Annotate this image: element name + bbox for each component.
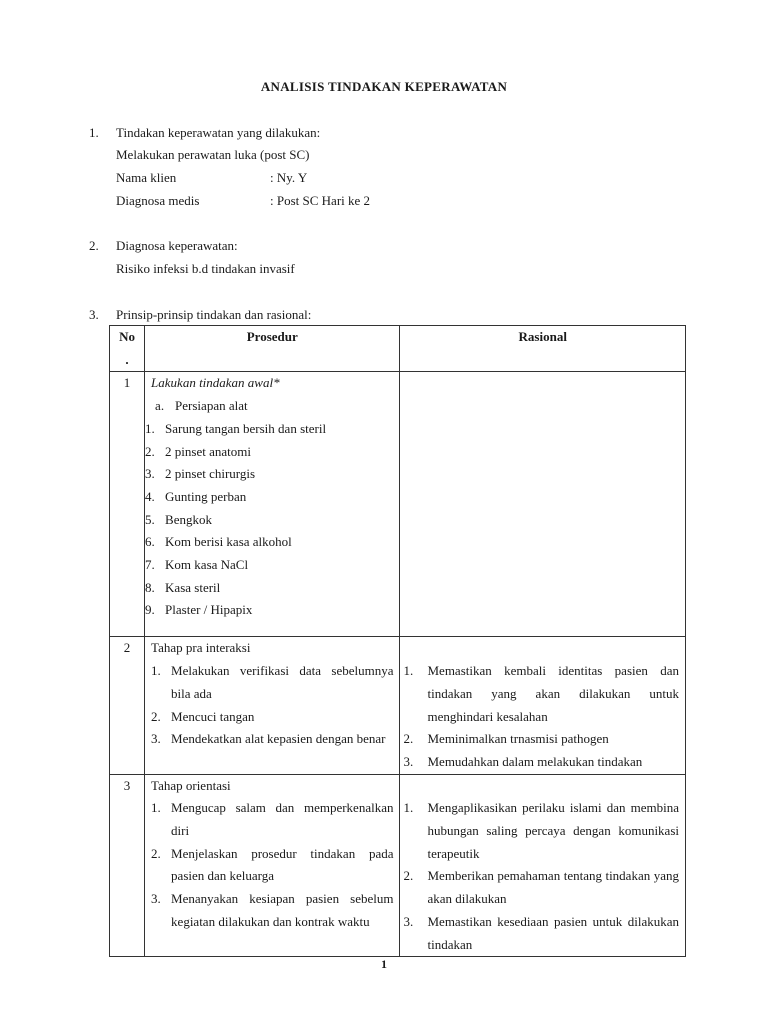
row-2-title: Tahap pra interaksi <box>151 640 251 656</box>
header-rasional: Rasional <box>400 326 686 372</box>
procedure-table <box>109 325 686 957</box>
row-3-title: Tahap orientasi <box>151 777 231 793</box>
row-1-subtitle: a. Persiapan alat <box>155 398 248 414</box>
header-no: No . <box>110 326 145 372</box>
row-2-rasional-list <box>400 660 685 774</box>
table-row <box>110 637 686 774</box>
field-label-nama-klien: Nama klien <box>116 170 177 185</box>
list-item: 3. Mendekatkan alat kepasien dengan benar <box>151 731 386 747</box>
document-title: ANALISIS TINDAKAN KEPERAWATAN <box>260 79 508 94</box>
header-prosedur: Prosedur <box>145 326 400 372</box>
list-item: 7. Kom kasa NaCl <box>145 557 249 573</box>
list-item: 3. Memudahkan dalam melakukan tindakan <box>403 753 643 769</box>
row-2-rasional <box>400 637 686 774</box>
row-3-number: 3 <box>110 774 145 957</box>
section-3-heading: Prinsip-prinsip tindakan dan rasional: <box>116 307 312 322</box>
section-1-line: Melakukan perawatan luka (post SC) <box>116 147 310 162</box>
list-item: 1. Mengaplikasikan perilaku islami dan membina hubungan saling percaya dengan komunikasi terapeutik <box>403 800 679 861</box>
row-1-item-list <box>145 418 399 622</box>
section-1-number: 1. <box>89 125 99 140</box>
list-item: 2. Meminimalkan trnasmisi pathogen <box>403 731 609 747</box>
section-2-number: 2. <box>89 238 99 253</box>
list-item: 2. 2 pinset anatomi <box>145 443 251 459</box>
section-2-line: Risiko infeksi b.d tindakan invasif <box>116 261 295 276</box>
table-row <box>110 774 686 957</box>
list-item: 2. Mencuci tangan <box>151 708 255 724</box>
list-item: 3. 2 pinset chirurgis <box>145 466 256 482</box>
section-1-heading: Tindakan keperawatan yang dilakukan: <box>116 125 321 140</box>
row-3-prosedur-list <box>145 797 399 933</box>
table-header-row <box>110 326 686 372</box>
list-item: 8. Kasa steril <box>145 579 221 595</box>
row-1-prosedur <box>145 372 400 637</box>
field-value-diagnosa-medis: : Post SC Hari ke 2 <box>270 193 371 208</box>
row-3-prosedur <box>145 774 400 957</box>
row-1-number: 1 <box>110 372 145 637</box>
field-label-diagnosa-medis: Diagnosa medis <box>116 193 200 208</box>
row-2-number: 2 <box>110 637 145 774</box>
list-item: 4. Gunting perban <box>145 488 247 504</box>
row-2-prosedur <box>145 637 400 774</box>
row-3-rasional <box>400 774 686 957</box>
page-number: 1 <box>381 957 387 971</box>
section-2-heading: Diagnosa keperawatan: <box>116 238 238 253</box>
field-value-nama-klien: : Ny. Y <box>270 170 308 185</box>
list-item: 6. Kom berisi kasa alkohol <box>145 534 292 550</box>
list-item: 1. Memastikan kembali identitas pasien dan tindakan yang akan dilakukan untuk menghindari kesalahan <box>403 663 679 724</box>
list-item: 2. Menjelaskan prosedur tindakan pada pasien dan keluarga <box>151 845 394 884</box>
row-2-prosedur-list <box>145 660 399 751</box>
table-row <box>110 372 686 637</box>
list-item: 1. Sarung tangan bersih dan steril <box>145 420 327 436</box>
list-item: 3. Menanyakan kesiapan pasien sebelum kegiatan dilakukan dan kontrak waktu <box>151 891 394 929</box>
row-3-rasional-list <box>400 797 685 956</box>
list-item: 9. Plaster / Hipapix <box>145 602 253 618</box>
list-item: 3. Memastikan kesediaan pasien untuk dilakukan tindakan <box>403 913 679 952</box>
list-item: 5. Bengkok <box>145 511 212 527</box>
row-1-rasional <box>400 372 686 637</box>
section-3-number: 3. <box>89 307 99 322</box>
row-1-title: Lakukan tindakan awal* <box>151 375 280 391</box>
list-item: 1. Mengucap salam dan memperkenalkan diri <box>151 800 394 839</box>
list-item: 1. Melakukan verifikasi data sebelumnya bila ada <box>151 663 394 701</box>
list-item: 2. Memberikan pemahaman tentang tindakan yang akan dilakukan <box>403 868 679 907</box>
